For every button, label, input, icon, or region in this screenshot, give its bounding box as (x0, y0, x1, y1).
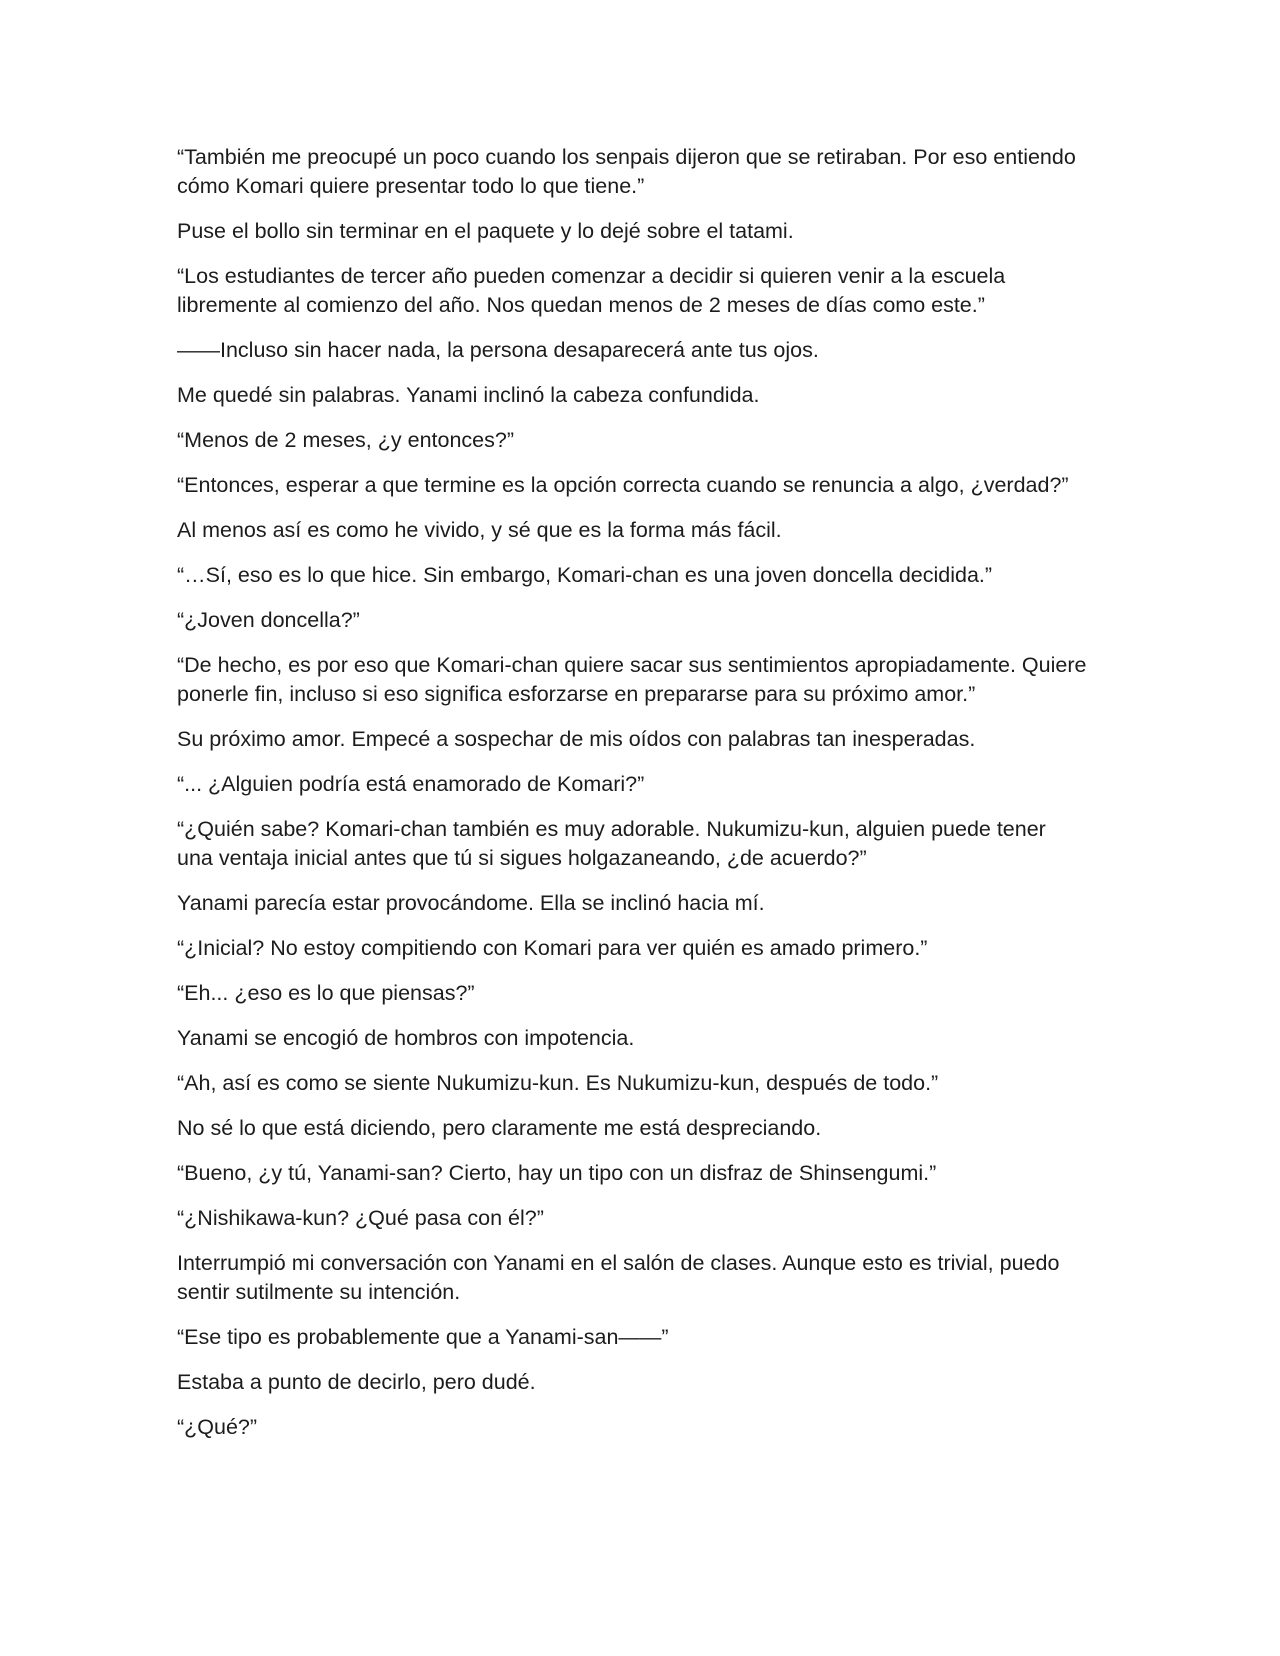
paragraph: Su próximo amor. Empecé a sospechar de mis oídos con palabras tan inesperadas. (177, 727, 976, 751)
paragraph: Al menos así es como he vivido, y sé que es la forma más fácil. (177, 518, 782, 542)
paragraph: “Ese tipo es probablemente que a Yanami-san——” (177, 1325, 669, 1349)
paragraph: “Entonces, esperar a que termine es la opción correcta cuando se renuncia a algo, ¿verdad?” (177, 473, 1069, 497)
paragraph: “¿Inicial? No estoy compitiendo con Komari para ver quién es amado primero.” (177, 936, 928, 960)
paragraph: “... ¿Alguien podría está enamorado de Komari?” (177, 772, 645, 796)
paragraph: “Los estudiantes de tercer año pueden comenzar a decidir si quieren venir a la escuela libremente al comienzo del año. Nos quedan menos de 2 meses de días como este.” (177, 264, 1006, 317)
paragraph: ——Incluso sin hacer nada, la persona desaparecerá ante tus ojos. (177, 338, 819, 362)
paragraph: “Menos de 2 meses, ¿y entonces?” (177, 428, 514, 452)
paragraph: Puse el bollo sin terminar en el paquete y lo dejé sobre el tatami. (177, 219, 794, 243)
paragraph: “¿Joven doncella?” (177, 608, 360, 632)
paragraph: Estaba a punto de decirlo, pero dudé. (177, 1370, 536, 1394)
paragraph: Me quedé sin palabras. Yanami inclinó la cabeza confundida. (177, 383, 760, 407)
paragraph: “También me preocupé un poco cuando los senpais dijeron que se retiraban. Por eso entiendo cómo Komari quiere presentar todo lo que tiene.” (177, 145, 1076, 198)
paragraph: “Bueno, ¿y tú, Yanami-san? Cierto, hay un tipo con un disfraz de Shinsengumi.” (177, 1161, 937, 1185)
paragraph: “Ah, así es como se siente Nukumizu-kun. Es Nukumizu-kun, después de todo.” (177, 1071, 939, 1095)
paragraph: Interrumpió mi conversación con Yanami en el salón de clases. Aunque esto es trivial, puedo sentir sutilmente su intención. (177, 1251, 1060, 1304)
paragraph: “¿Nishikawa-kun? ¿Qué pasa con él?” (177, 1206, 544, 1230)
paragraph: Yanami se encogió de hombros con impotencia. (177, 1026, 635, 1050)
paragraph: Yanami parecía estar provocándome. Ella se inclinó hacia mí. (177, 891, 765, 915)
paragraph: “¿Quién sabe? Komari-chan también es muy adorable. Nukumizu-kun, alguien puede tener una ventaja inicial antes que tú si sigues holgazaneando, ¿de acuerdo?” (177, 817, 1046, 870)
paragraph: No sé lo que está diciendo, pero claramente me está despreciando. (177, 1116, 822, 1140)
paragraph: “De hecho, es por eso que Komari-chan quiere sacar sus sentimientos apropiadamente. Quiere ponerle fin, incluso si eso significa esforzarse en prepararse para su próximo amor.” (177, 653, 1087, 706)
paragraph: “Eh... ¿eso es lo que piensas?” (177, 981, 475, 1005)
paragraph: “¿Qué?” (177, 1415, 258, 1439)
paragraph: “…Sí, eso es lo que hice. Sin embargo, Komari-chan es una joven doncella decidida.” (177, 563, 993, 587)
text-body (177, 143, 1087, 1458)
